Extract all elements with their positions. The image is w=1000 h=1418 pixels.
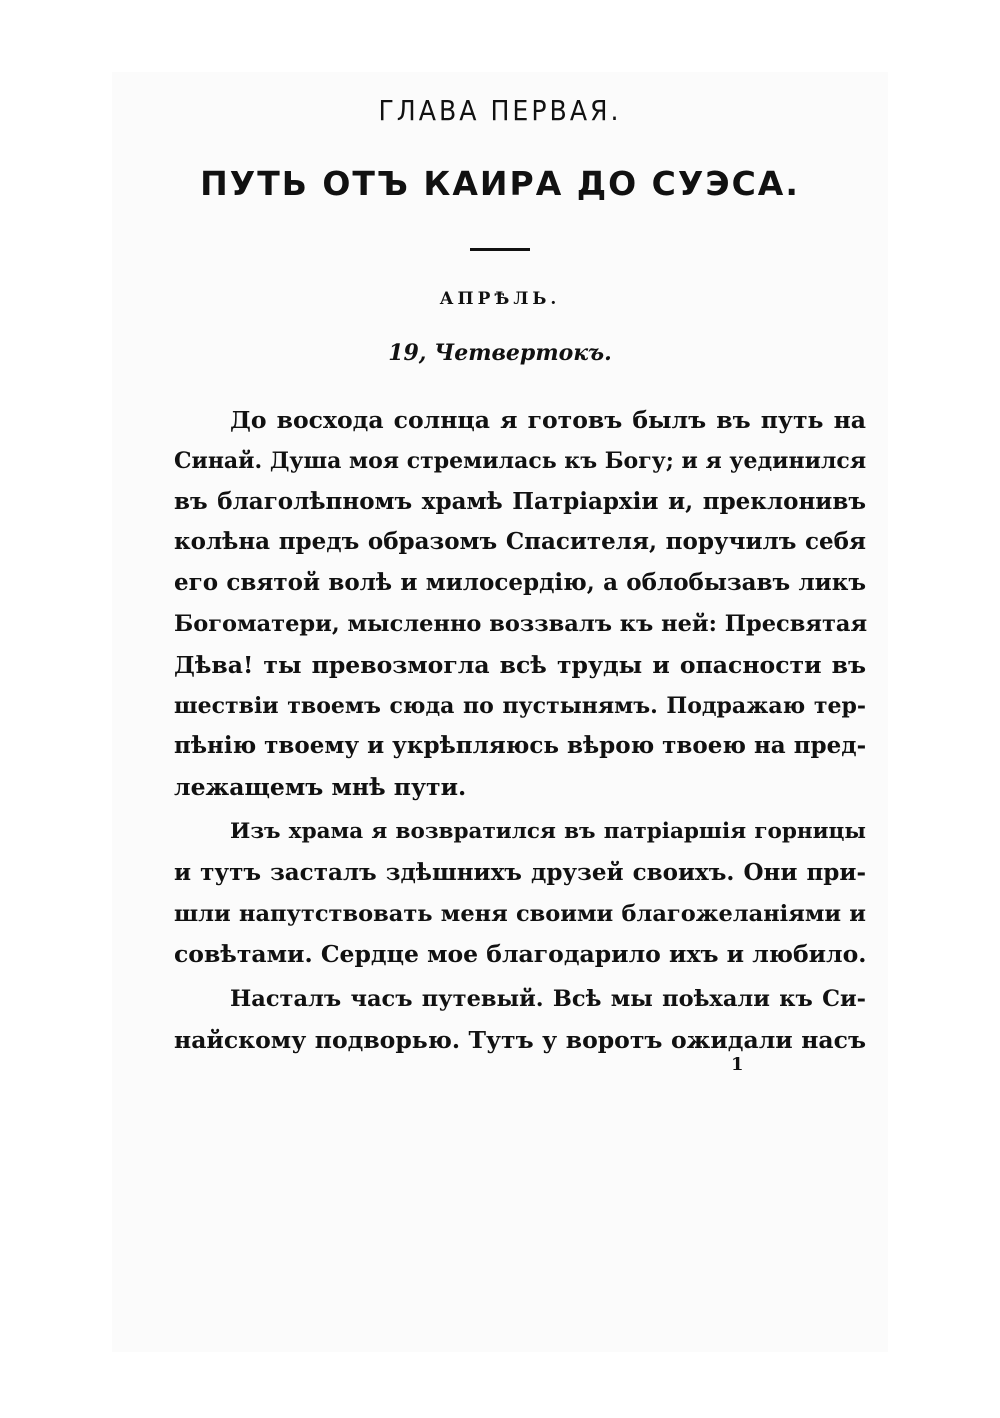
text-line: его святой волѣ и милосердію, а облобызавъ ликъ <box>174 569 866 597</box>
text-line: шли напутствовать меня своими благожеланіями и <box>174 900 866 927</box>
text-line: и тутъ засталъ здѣшнихъ друзей своихъ. Они при- <box>174 858 866 886</box>
date-heading: 19, Четвертокъ. <box>388 340 612 366</box>
text-line: Дѣва! ты превозмогла всѣ труды и опасности въ <box>174 650 866 679</box>
chapter-heading: ГЛАВА ПЕРВАЯ. <box>378 94 622 127</box>
month-heading: АПРѢЛЬ. <box>439 289 561 309</box>
text-line: Изъ храма я возвратился въ патріаршія горницы <box>230 818 866 844</box>
text-line: совѣтами. Сердце мое благодарило ихъ и любило. <box>174 940 867 969</box>
text-line: пѣнію твоему и укрѣпляюсь вѣрою твоею на пред- <box>174 732 867 760</box>
body-text <box>174 400 866 1061</box>
chapter-title: ПУТЬ ОТЪ КАИРА ДО СУЭСА. <box>200 164 800 203</box>
text-line: лежащемъ мнѣ пути. <box>174 773 467 802</box>
text-line: Синай. Душа моя стремилась къ Богу; и я уединился <box>174 447 867 474</box>
text-line: колѣна предъ образомъ Спасителя, поручилъ себя <box>174 528 866 556</box>
text-line: найскому подворью. Тутъ у воротъ ожидали насъ <box>174 1025 866 1054</box>
title-divider <box>470 248 530 251</box>
text-line: шествіи твоемъ сюда по пустынямъ. Подражаю тер- <box>174 692 866 719</box>
text-line: въ благолѣпномъ храмѣ Патріархіи и, преклонивъ <box>174 487 866 515</box>
page-number: 1 <box>731 1054 744 1075</box>
text-line: Насталъ часъ путевый. Всѣ мы поѣхали къ Си- <box>230 986 866 1013</box>
text-line: До восхода солнца я готовъ былъ въ путь на <box>230 406 866 434</box>
text-line: Богоматери, мысленно воззвалъ къ ней: Пресвятая <box>174 610 868 637</box>
